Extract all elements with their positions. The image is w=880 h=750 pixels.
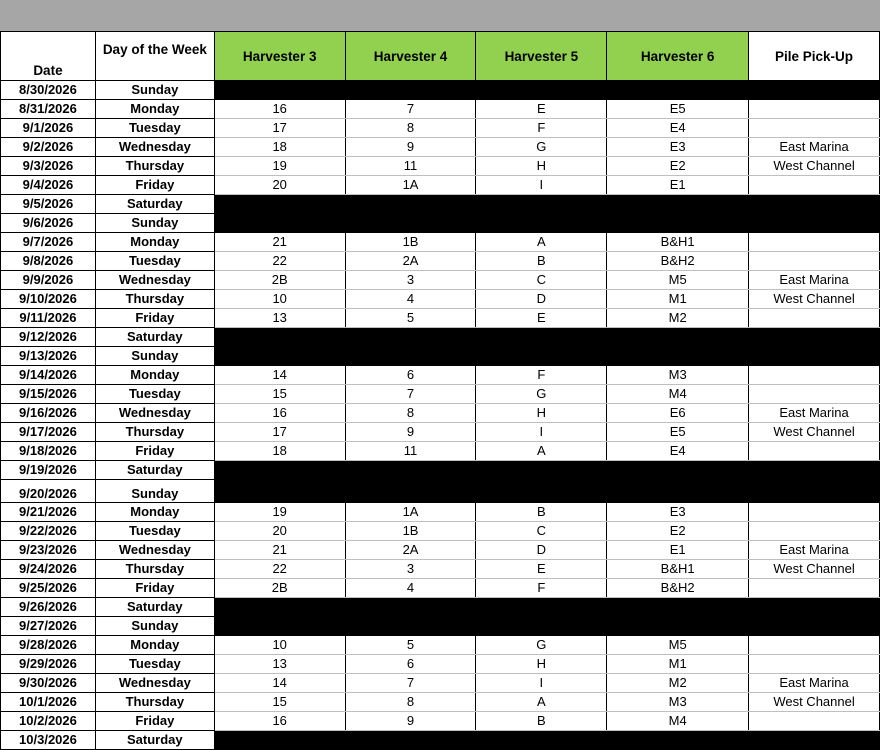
date-cell[interactable]: 9/9/2026	[1, 271, 96, 290]
harvester-6-cell[interactable]: E5	[607, 423, 749, 442]
harvester-4-cell[interactable]: 8	[345, 119, 476, 138]
harvester-4-cell[interactable]: 11	[345, 157, 476, 176]
harvester-4-cell[interactable]: 1B	[345, 522, 476, 541]
date-cell[interactable]: 9/26/2026	[1, 598, 96, 617]
harvester-4-cell[interactable]: 3	[345, 560, 476, 579]
table-row	[1, 100, 880, 119]
header-row	[1, 32, 880, 81]
harvester-3-cell[interactable]: 20	[214, 522, 345, 541]
harvester-6-cell[interactable]: M3	[607, 366, 749, 385]
table-row	[1, 560, 880, 579]
harvester-6-cell[interactable]: M5	[607, 271, 749, 290]
day-cell[interactable]: Tuesday	[95, 252, 214, 271]
harvester-4-cell[interactable]: 7	[345, 385, 476, 404]
table-row	[1, 119, 880, 138]
harvester-5-cell[interactable]: E	[476, 100, 607, 119]
blackout-cell	[214, 598, 879, 636]
harvester-5-cell[interactable]: G	[476, 138, 607, 157]
day-cell[interactable]: Tuesday	[95, 119, 214, 138]
date-cell[interactable]: 9/24/2026	[1, 560, 96, 579]
date-cell[interactable]: 9/4/2026	[1, 176, 96, 195]
pile-pick-up-cell[interactable]	[749, 442, 880, 461]
harvester-3-cell[interactable]: 22	[214, 252, 345, 271]
date-cell[interactable]: 9/3/2026	[1, 157, 96, 176]
harvester-4-cell[interactable]: 5	[345, 309, 476, 328]
day-cell[interactable]: Sunday	[95, 617, 214, 636]
pile-pick-up-cell[interactable]: West Channel	[749, 560, 880, 579]
harvester-6-cell[interactable]: M1	[607, 290, 749, 309]
harvester-3-cell[interactable]: 17	[214, 423, 345, 442]
table-row	[1, 655, 880, 674]
day-cell[interactable]: Saturday	[95, 731, 214, 750]
date-cell[interactable]: 9/7/2026	[1, 233, 96, 252]
date-cell[interactable]: 9/13/2026	[1, 347, 96, 366]
day-cell[interactable]: Monday	[95, 636, 214, 655]
harvester-5-cell[interactable]: H	[476, 404, 607, 423]
harvester-5-cell[interactable]: B	[476, 712, 607, 731]
date-cell[interactable]: 9/1/2026	[1, 119, 96, 138]
harvester-5-cell[interactable]: E	[476, 309, 607, 328]
harvester-6-cell[interactable]: M2	[607, 674, 749, 693]
pile-pick-up-cell[interactable]: East Marina	[749, 138, 880, 157]
table-row	[1, 503, 880, 522]
blackout-cell	[214, 328, 879, 366]
harvester-5-cell[interactable]: B	[476, 503, 607, 522]
pile-pick-up-cell[interactable]: West Channel	[749, 693, 880, 712]
pile-pick-up-cell[interactable]	[749, 233, 880, 252]
pile-pick-up-cell[interactable]	[749, 522, 880, 541]
date-cell[interactable]: 9/23/2026	[1, 541, 96, 560]
harvester-6-cell[interactable]: M4	[607, 385, 749, 404]
table-row	[1, 138, 880, 157]
table-row	[1, 423, 880, 442]
day-cell[interactable]: Monday	[95, 233, 214, 252]
harvester-4-cell[interactable]: 1B	[345, 233, 476, 252]
toolbar-strip	[0, 0, 880, 31]
pile-pick-up-cell[interactable]	[749, 366, 880, 385]
table-row	[1, 674, 880, 693]
harvester-5-cell[interactable]: C	[476, 271, 607, 290]
date-cell[interactable]: 9/10/2026	[1, 290, 96, 309]
harvester-4-cell[interactable]: 11	[345, 442, 476, 461]
day-cell[interactable]: Tuesday	[95, 522, 214, 541]
day-cell[interactable]: Monday	[95, 503, 214, 522]
harvester-6-cell[interactable]: E4	[607, 119, 749, 138]
table-row	[1, 404, 880, 423]
harvester-5-cell[interactable]: A	[476, 233, 607, 252]
harvester-4-cell[interactable]: 9	[345, 423, 476, 442]
date-cell[interactable]: 9/11/2026	[1, 309, 96, 328]
harvester-4-cell[interactable]: 8	[345, 404, 476, 423]
day-cell[interactable]: Friday	[95, 712, 214, 731]
table-row	[1, 731, 880, 750]
day-cell[interactable]: Saturday	[95, 328, 214, 347]
date-cell[interactable]: 9/22/2026	[1, 522, 96, 541]
pile-pick-up-cell[interactable]	[749, 119, 880, 138]
date-cell[interactable]: 9/5/2026	[1, 195, 96, 214]
harvester-4-cell[interactable]: 2A	[345, 541, 476, 560]
harvester-4-cell[interactable]: 6	[345, 655, 476, 674]
harvester-3-cell[interactable]: 10	[214, 636, 345, 655]
harvester-5-cell[interactable]: H	[476, 655, 607, 674]
harvester-6-cell[interactable]: E1	[607, 176, 749, 195]
table-row	[1, 693, 880, 712]
pile-pick-up-cell[interactable]	[749, 385, 880, 404]
harvester-4-cell[interactable]: 1A	[345, 176, 476, 195]
harvester-4-cell[interactable]: 3	[345, 271, 476, 290]
table-row	[1, 233, 880, 252]
harvester-5-cell[interactable]: H	[476, 157, 607, 176]
date-cell[interactable]: 10/1/2026	[1, 693, 96, 712]
table-row	[1, 366, 880, 385]
harvester-3-cell[interactable]: 16	[214, 404, 345, 423]
day-cell[interactable]: Wednesday	[95, 404, 214, 423]
harvester-6-cell[interactable]: M3	[607, 693, 749, 712]
harvester-5-cell[interactable]: F	[476, 119, 607, 138]
date-cell[interactable]: 9/27/2026	[1, 617, 96, 636]
harvester-3-cell[interactable]: 22	[214, 560, 345, 579]
table-row	[1, 81, 880, 100]
day-cell[interactable]: Sunday	[95, 214, 214, 233]
pile-pick-up-cell[interactable]: East Marina	[749, 541, 880, 560]
harvester-5-cell[interactable]: A	[476, 442, 607, 461]
date-cell[interactable]: 9/18/2026	[1, 442, 96, 461]
harvester-6-cell[interactable]: E2	[607, 157, 749, 176]
date-cell[interactable]: 9/2/2026	[1, 138, 96, 157]
pile-pick-up-cell[interactable]: West Channel	[749, 423, 880, 442]
date-cell[interactable]: 9/14/2026	[1, 366, 96, 385]
harvester-3-cell[interactable]: 20	[214, 176, 345, 195]
day-cell[interactable]: Wednesday	[95, 138, 214, 157]
harvester-6-cell[interactable]: B&H1	[607, 560, 749, 579]
day-cell[interactable]: Sunday	[95, 347, 214, 366]
header-harvester-3[interactable]: Harvester 3	[214, 32, 345, 81]
blackout-cell	[214, 731, 879, 750]
header-harvester-4[interactable]: Harvester 4	[345, 32, 476, 81]
harvester-5-cell[interactable]: A	[476, 693, 607, 712]
date-cell[interactable]: 8/31/2026	[1, 100, 96, 119]
harvester-5-cell[interactable]: F	[476, 579, 607, 598]
pile-pick-up-cell[interactable]: East Marina	[749, 674, 880, 693]
harvester-4-cell[interactable]: 4	[345, 579, 476, 598]
date-cell[interactable]: 9/21/2026	[1, 503, 96, 522]
day-cell[interactable]: Monday	[95, 100, 214, 119]
pile-pick-up-cell[interactable]	[749, 636, 880, 655]
harvester-6-cell[interactable]: E6	[607, 404, 749, 423]
day-cell[interactable]: Tuesday	[95, 385, 214, 404]
day-cell[interactable]: Thursday	[95, 290, 214, 309]
harvester-3-cell[interactable]: 10	[214, 290, 345, 309]
day-cell[interactable]: Saturday	[95, 598, 214, 617]
pile-pick-up-cell[interactable]	[749, 252, 880, 271]
pile-pick-up-cell[interactable]	[749, 100, 880, 119]
day-cell[interactable]: Saturday	[95, 461, 214, 480]
header-harvester-6[interactable]: Harvester 6	[607, 32, 749, 81]
harvester-3-cell[interactable]: 2B	[214, 579, 345, 598]
harvester-4-cell[interactable]: 9	[345, 138, 476, 157]
harvester-3-cell[interactable]: 19	[214, 157, 345, 176]
table-row	[1, 442, 880, 461]
harvester-3-cell[interactable]: 13	[214, 655, 345, 674]
harvester-4-cell[interactable]: 9	[345, 712, 476, 731]
harvester-5-cell[interactable]: D	[476, 541, 607, 560]
day-cell[interactable]: Sunday	[95, 480, 214, 503]
date-cell[interactable]: 9/28/2026	[1, 636, 96, 655]
table-row	[1, 271, 880, 290]
harvester-5-cell[interactable]: E	[476, 560, 607, 579]
table-row	[1, 522, 880, 541]
table-row	[1, 385, 880, 404]
harvester-4-cell[interactable]: 2A	[345, 252, 476, 271]
day-cell[interactable]: Friday	[95, 309, 214, 328]
date-cell[interactable]: 9/8/2026	[1, 252, 96, 271]
blackout-cell	[214, 195, 879, 233]
harvester-5-cell[interactable]: F	[476, 366, 607, 385]
day-cell[interactable]: Friday	[95, 579, 214, 598]
harvester-3-cell[interactable]: 21	[214, 233, 345, 252]
table-row	[1, 195, 880, 214]
header-date[interactable]: Date	[1, 32, 96, 81]
harvester-6-cell[interactable]: M1	[607, 655, 749, 674]
pile-pick-up-cell[interactable]: East Marina	[749, 404, 880, 423]
harvester-3-cell[interactable]: 15	[214, 385, 345, 404]
harvester-6-cell[interactable]: M5	[607, 636, 749, 655]
harvester-4-cell[interactable]: 5	[345, 636, 476, 655]
harvester-5-cell[interactable]: C	[476, 522, 607, 541]
table-row	[1, 712, 880, 731]
harvester-5-cell[interactable]: D	[476, 290, 607, 309]
date-cell[interactable]: 9/17/2026	[1, 423, 96, 442]
harvester-4-cell[interactable]: 7	[345, 674, 476, 693]
harvester-3-cell[interactable]: 17	[214, 119, 345, 138]
pile-pick-up-cell[interactable]	[749, 503, 880, 522]
harvester-3-cell[interactable]: 16	[214, 100, 345, 119]
harvester-6-cell[interactable]: B&H2	[607, 252, 749, 271]
pile-pick-up-cell[interactable]: East Marina	[749, 271, 880, 290]
date-cell[interactable]: 9/19/2026	[1, 461, 96, 480]
day-cell[interactable]: Wednesday	[95, 271, 214, 290]
pile-pick-up-cell[interactable]	[749, 655, 880, 674]
date-cell[interactable]: 9/25/2026	[1, 579, 96, 598]
pile-pick-up-cell[interactable]	[749, 309, 880, 328]
harvester-6-cell[interactable]: E2	[607, 522, 749, 541]
day-cell[interactable]: Monday	[95, 366, 214, 385]
day-cell[interactable]: Sunday	[95, 81, 214, 100]
pile-pick-up-cell[interactable]: West Channel	[749, 290, 880, 309]
harvester-3-cell[interactable]: 13	[214, 309, 345, 328]
harvester-4-cell[interactable]: 8	[345, 693, 476, 712]
date-cell[interactable]: 9/12/2026	[1, 328, 96, 347]
table-row	[1, 636, 880, 655]
harvester-4-cell[interactable]: 1A	[345, 503, 476, 522]
table-row	[1, 579, 880, 598]
day-cell[interactable]: Thursday	[95, 157, 214, 176]
harvester-5-cell[interactable]: I	[476, 423, 607, 442]
table-row	[1, 176, 880, 195]
harvester-3-cell[interactable]: 14	[214, 366, 345, 385]
day-cell[interactable]: Thursday	[95, 693, 214, 712]
harvester-5-cell[interactable]: I	[476, 674, 607, 693]
date-cell[interactable]: 9/6/2026	[1, 214, 96, 233]
harvester-5-cell[interactable]: G	[476, 636, 607, 655]
day-cell[interactable]: Thursday	[95, 560, 214, 579]
harvester-6-cell[interactable]: M2	[607, 309, 749, 328]
day-cell[interactable]: Tuesday	[95, 655, 214, 674]
harvester-4-cell[interactable]: 6	[345, 366, 476, 385]
pile-pick-up-cell[interactable]: West Channel	[749, 157, 880, 176]
date-cell[interactable]: 8/30/2026	[1, 81, 96, 100]
table-row	[1, 461, 880, 480]
day-cell[interactable]: Wednesday	[95, 541, 214, 560]
harvester-6-cell[interactable]: B&H1	[607, 233, 749, 252]
harvester-3-cell[interactable]: 15	[214, 693, 345, 712]
header-harvester-5[interactable]: Harvester 5	[476, 32, 607, 81]
date-cell[interactable]: 9/29/2026	[1, 655, 96, 674]
harvester-3-cell[interactable]: 21	[214, 541, 345, 560]
date-cell[interactable]: 9/16/2026	[1, 404, 96, 423]
harvest-schedule-table	[0, 31, 880, 750]
header-day-of-week[interactable]: Day of the Week	[95, 32, 214, 81]
table-row	[1, 309, 880, 328]
table-row	[1, 252, 880, 271]
harvester-5-cell[interactable]: B	[476, 252, 607, 271]
pile-pick-up-cell[interactable]	[749, 176, 880, 195]
date-cell[interactable]: 9/30/2026	[1, 674, 96, 693]
table-row	[1, 290, 880, 309]
date-cell[interactable]: 9/15/2026	[1, 385, 96, 404]
harvester-6-cell[interactable]: E3	[607, 503, 749, 522]
harvester-3-cell[interactable]: 16	[214, 712, 345, 731]
day-cell[interactable]: Wednesday	[95, 674, 214, 693]
harvester-3-cell[interactable]: 14	[214, 674, 345, 693]
blackout-cell	[214, 461, 879, 503]
harvester-5-cell[interactable]: I	[476, 176, 607, 195]
harvester-6-cell[interactable]: E3	[607, 138, 749, 157]
harvester-3-cell[interactable]: 18	[214, 138, 345, 157]
day-cell[interactable]: Saturday	[95, 195, 214, 214]
pile-pick-up-cell[interactable]	[749, 579, 880, 598]
table-row	[1, 541, 880, 560]
date-cell[interactable]: 9/20/2026	[1, 480, 96, 503]
harvester-5-cell[interactable]: G	[476, 385, 607, 404]
pile-pick-up-cell[interactable]	[749, 712, 880, 731]
harvester-3-cell[interactable]: 18	[214, 442, 345, 461]
harvester-6-cell[interactable]: E5	[607, 100, 749, 119]
harvester-6-cell[interactable]: E4	[607, 442, 749, 461]
date-cell[interactable]: 10/2/2026	[1, 712, 96, 731]
day-cell[interactable]: Friday	[95, 176, 214, 195]
blackout-cell	[214, 81, 879, 100]
harvester-6-cell[interactable]: B&H2	[607, 579, 749, 598]
day-cell[interactable]: Thursday	[95, 423, 214, 442]
table-row	[1, 328, 880, 347]
date-cell[interactable]: 10/3/2026	[1, 731, 96, 750]
table-row	[1, 598, 880, 617]
day-cell[interactable]: Friday	[95, 442, 214, 461]
header-pile-pick-up[interactable]: Pile Pick-Up	[749, 32, 880, 81]
harvester-3-cell[interactable]: 2B	[214, 271, 345, 290]
harvester-6-cell[interactable]: E1	[607, 541, 749, 560]
harvester-4-cell[interactable]: 4	[345, 290, 476, 309]
harvester-4-cell[interactable]: 7	[345, 100, 476, 119]
harvester-3-cell[interactable]: 19	[214, 503, 345, 522]
harvester-6-cell[interactable]: M4	[607, 712, 749, 731]
table-row	[1, 157, 880, 176]
